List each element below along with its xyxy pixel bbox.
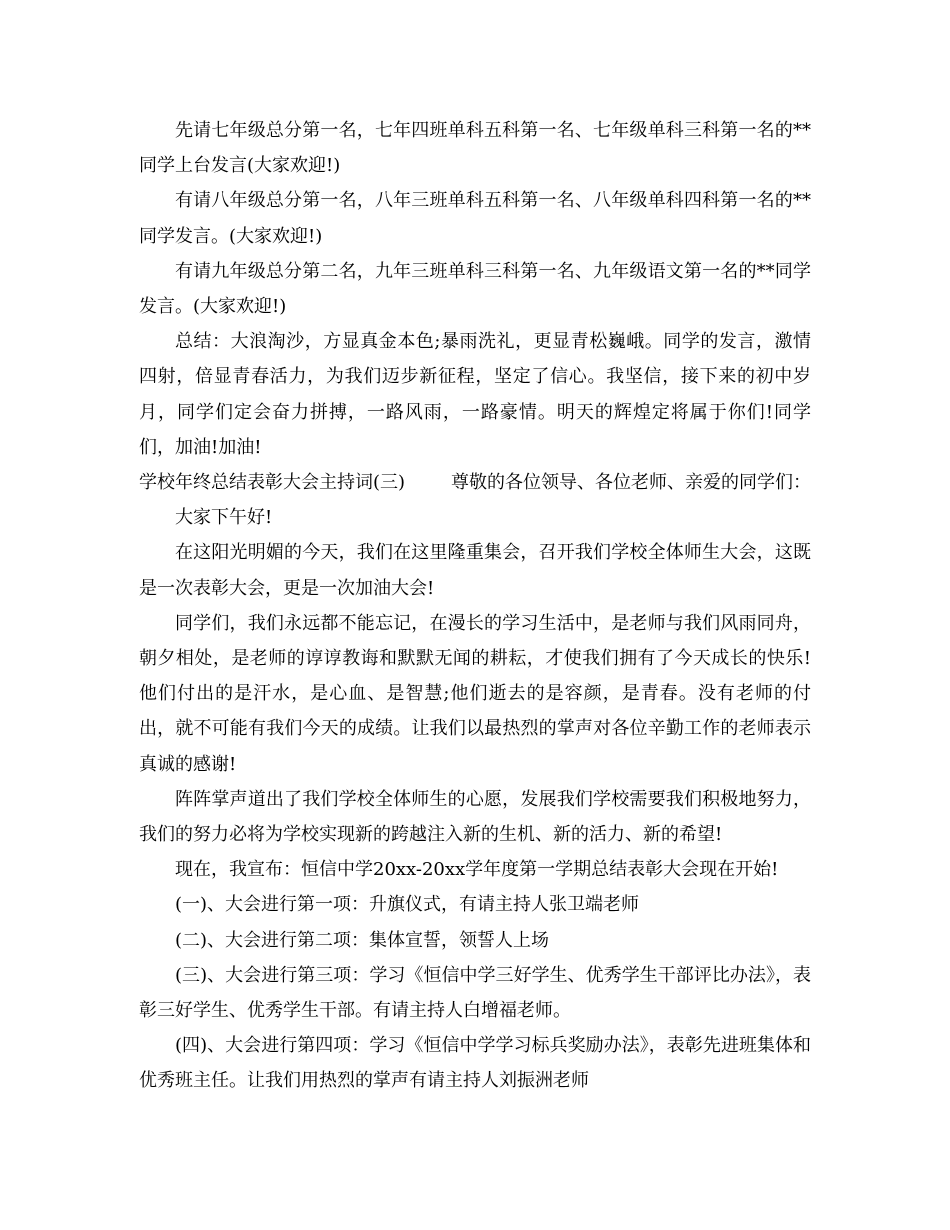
agenda-item-3: (三)、大会进行第三项：学习《恒信中学三好学生、优秀学生干部评比办法》，表彰三好学生、优秀学生干部。有请主持人白增福老师。 [139, 964, 811, 1022]
agenda-item-2: (二)、大会进行第二项：集体宣誓，领誓人上场 [175, 929, 550, 951]
paragraph-summary: 总结：大浪淘沙，方显真金本色;暴雨洗礼，更显青松巍峨。同学的发言，激情四射，倍显青春活力，为我们迈步新征程，坚定了信心。我坚信，接下来的初中岁月，同学们定会奋力拼搏，一路风雨，一路豪情。明天的辉煌定将属于你们!同学们，加油!加油! [139, 331, 811, 458]
paragraph-greeting: 大家下午好! [175, 507, 273, 529]
paragraph-applause: 阵阵掌声道出了我们学校全体师生的心愿，发展我们学校需要我们积极地努力，我们的努力必将为学校实现新的跨越注入新的生机、新的活力、新的希望! [139, 788, 811, 846]
paragraph-grade9-speaker: 有请九年级总分第二名，九年三班单科三科第一名、九年级语文第一名的**同学发言。(大家欢迎!) [139, 260, 811, 318]
document-page [139, 113, 811, 1099]
salutation: 尊敬的各位领导、各位老师、亲爱的同学们： [451, 472, 811, 494]
paragraph-grade8-speaker: 有请八年级总分第一名，八年三班单科五科第一名、八年级单科四科第一名的**同学发言。(大家欢迎!) [139, 190, 811, 247]
paragraph-opening: 在这阳光明媚的今天，我们在这里隆重集会，召开我们学校全体师生大会，这既是一次表彰大会，更是一次加油大会! [139, 542, 811, 599]
agenda-item-4: (四)、大会进行第四项：学习《恒信中学学习标兵奖励办法》，表彰先进班集体和优秀班主任。让我们用热烈的掌声有请主持人刘振洲老师 [139, 1035, 811, 1092]
agenda-item-1: (一)、大会进行第一项：升旗仪式，有请主持人张卫端老师 [175, 894, 640, 916]
paragraph-announcement: 现在，我宣布：恒信中学20xx-20xx学年度第一学期总结表彰大会现在开始! [175, 859, 779, 881]
section-title: 学校年终总结表彰大会主持词(三) [139, 472, 406, 494]
paragraph-grade7-speaker: 先请七年级总分第一名，七年四班单科五科第一名、七年级单科三科第一名的**同学上台发言(大家欢迎!) [139, 120, 811, 177]
paragraph-teachers-thanks: 同学们，我们永远都不能忘记，在漫长的学习生活中，是老师与我们风雨同舟，朝夕相处，是老师的谆谆教诲和默默无闻的耕耘，才使我们拥有了今天成长的快乐!他们付出的是汗水，是心血、是智慧;他们逝去的是容颜，是青春。没有老师的付出，就不可能有我们今天的成绩。让我们以最热烈的掌声对各位辛勤工作的老师表示真诚的感谢! [139, 612, 811, 775]
section-heading-line [139, 465, 811, 500]
